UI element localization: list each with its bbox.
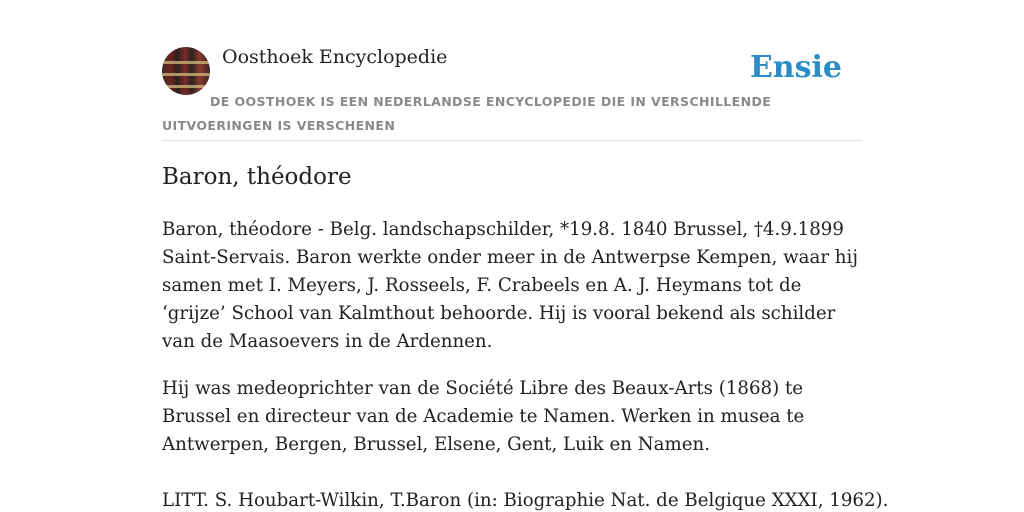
page-container	[162, 0, 889, 511]
encyclopedia-avatar-icon[interactable]	[162, 47, 210, 95]
site-name-link[interactable]: Oosthoek Encyclopedie	[222, 46, 448, 68]
article-title: Baron, théodore	[162, 164, 352, 190]
site-tagline: DE OOSTHOEK IS EEN NEDERLANDSE ENCYCLOPEDIE DIE IN VERSCHILLENDE UITVOERINGEN IS VERSCHENEN	[162, 94, 772, 133]
article-paragraph-2: Hij was medeoprichter van de Société Libre des Beaux-Arts (1868) te Brussel en directeur van de Academie te Namen. Werken in musea te Antwerpen, Bergen, Brussel, Elsene, Gent, Luik en Namen.	[162, 378, 805, 455]
site-header	[162, 0, 862, 141]
article-paragraph-1: Baron, théodore - Belg. landschapschilder, *19.8. 1840 Brussel, †4.9.1899 Saint-Servais. Baron werkte onder meer in de Antwerpse Kempen, waar hij samen met I. Meyers, J. Rosseels, F. Crabeels en A. J. Heymans tot de ‘grijze’ School van Kalmthout behoorde. Hij is vooral bekend als schilder van de Maasoevers in de Ardennen.	[162, 219, 858, 352]
article-literature: LITT. S. Houbart-Wilkin, T.Baron (in: Biographie Nat. de Belgique XXXI, 1962).	[162, 490, 889, 511]
ensie-logo-link[interactable]: Ensie	[749, 50, 842, 85]
